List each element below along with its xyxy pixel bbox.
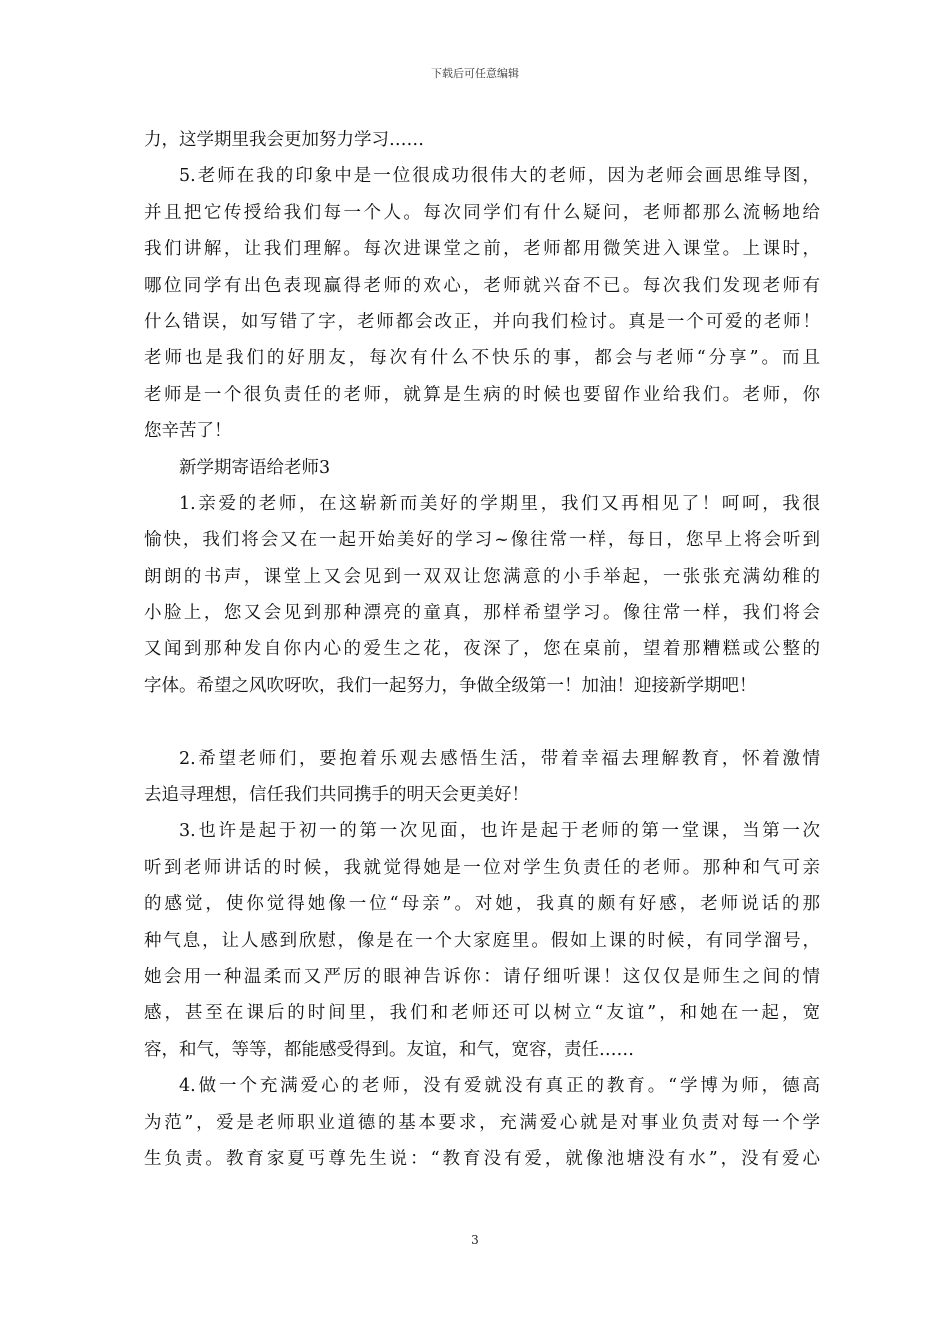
text-line: 您辛苦了！ — [144, 421, 232, 442]
page-header: 下载后可任意编辑 — [431, 67, 519, 80]
text-line: 什么错误，如写错了字，老师都会改正，并向我们检讨。真是一个可爱的老师！ — [144, 311, 820, 332]
text-line: 并且把它传授给我们每一个人。每次同学们有什么疑问，老师都那么流畅地给 — [144, 202, 820, 223]
text-line: 感，甚至在课后的时间里，我们和老师还可以树立“友谊”，和她在一起，宽 — [144, 1003, 820, 1024]
text-line: 5.老师在我的印象中是一位很成功很伟大的老师，因为老师会画思维导图， — [179, 166, 820, 187]
text-line: 她会用一种温柔而又严厉的眼神告诉你：请仔细听课！这仅仅是师生之间的情 — [144, 966, 820, 987]
text-line: 老师也是我们的好朋友，每次有什么不快乐的事，都会与老师“分享”。而且 — [144, 348, 821, 369]
text-line: 容，和气，等等，都能感受得到。友谊，和气，宽容，责任…… — [144, 1039, 634, 1060]
text-line: 生负责。教育家夏丐尊先生说：“教育没有爱，就像池塘没有水”，没有爱心 — [144, 1148, 820, 1169]
page-number: 3 — [471, 1233, 479, 1247]
text-line: 我们讲解，让我们理解。每次进课堂之前，老师都用微笑进入课堂。上课时， — [144, 239, 820, 260]
text-line: 为范”，爱是老师职业道德的基本要求，充满爱心就是对事业负责对每一个学 — [144, 1112, 820, 1133]
text-line: 哪位同学有出色表现赢得老师的欢心，老师就兴奋不已。每次我们发现老师有 — [144, 275, 820, 296]
text-line: 小脸上，您又会见到那种漂亮的童真，那样希望学习。像往常一样，我们将会 — [144, 603, 820, 624]
text-line: 字体。希望之风吹呀吹，我们一起努力，争做全级第一！加油！迎接新学期吧！ — [144, 675, 757, 696]
text-line: 听到老师讲话的时候，我就觉得她是一位对学生负责任的老师。那种和气可亲 — [144, 857, 820, 878]
text-line: 1.亲爱的老师，在这崭新而美好的学期里，我们又再相见了！呵呵，我很 — [179, 493, 820, 514]
text-line: 愉快，我们将会又在一起开始美好的学习~像往常一样，每日，您早上将会听到 — [144, 530, 820, 551]
blank-line — [144, 704, 820, 740]
text-line: 力，这学期里我会更加努力学习…… — [144, 130, 424, 150]
text-line: 2.希望老师们，要抱着乐观去感悟生活，带着幸福去理解教育，怀着激情 — [179, 748, 820, 769]
text-line: 的感觉，使你觉得她像一位“母亲”。对她，我真的颇有好感，老师说话的那 — [144, 894, 820, 915]
text-line: 去追寻理想，信任我们共同携手的明天会更美好！ — [144, 785, 529, 806]
section-heading: 新学期寄语给老师3 — [179, 457, 331, 478]
text-line: 老师是一个很负责任的老师，就算是生病的时候也要留作业给我们。老师，你 — [144, 384, 820, 405]
text-line: 朗朗的书声，课堂上又会见到一双双让您满意的小手举起，一张张充满幼稚的 — [144, 566, 820, 587]
text-line: 3.也许是起于初一的第一次见面，也许是起于老师的第一堂课，当第一次 — [179, 821, 820, 842]
text-line: 种气息，让人感到欣慰，像是在一个大家庭里。假如上课的时候，有同学溜号， — [144, 930, 820, 951]
document-body — [144, 122, 820, 1177]
text-line: 又闻到那种发自你内心的爱生之花，夜深了，您在桌前，望着那糟糕或公整的 — [144, 639, 820, 660]
text-line: 4.做一个充满爱心的老师，没有爱就没有真正的教育。“学博为师，德高 — [179, 1076, 820, 1097]
